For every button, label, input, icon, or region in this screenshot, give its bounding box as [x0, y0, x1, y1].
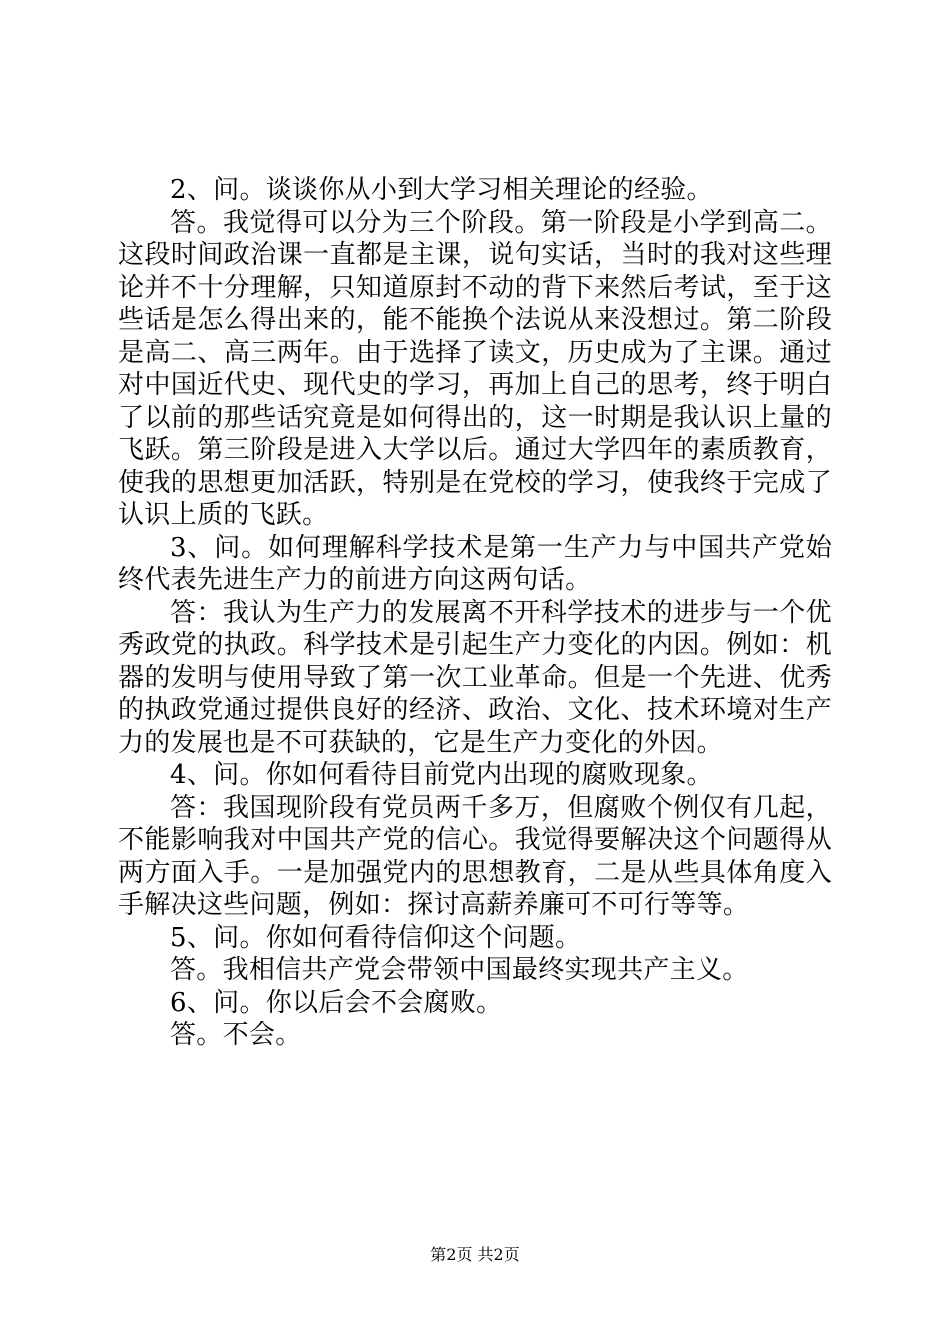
question-3: 3、问。如何理解科学技术是第一生产力与中国共产党始终代表先进生产力的前进方向这两句话。 [118, 532, 832, 595]
page-footer: 第2页 共2页 [430, 1245, 520, 1264]
question-4: 4、问。你如何看待目前党内出现的腐败现象。 [170, 760, 713, 790]
answer-4: 答：我国现阶段有党员两千多万，但腐败个例仅有几起，不能影响我对中国共产党的信心。我觉得要解决这个问题得从两方面入手。一是加强党内的思想教育，二是从些具体角度入手解决这些问题，例如：探讨高薪养廉可不可行等等。 [118, 792, 832, 920]
answer-6: 答。不会。 [170, 1020, 302, 1050]
question-6: 6、问。你以后会不会腐败。 [170, 987, 503, 1018]
document-body [118, 174, 832, 1052]
answer-3: 答：我认为生产力的发展离不开科学技术的进步与一个优秀政党的执政。科学技术是引起生产力变化的内因。例如：机器的发明与使用导致了第一次工业革命。但是一个先进、优秀的执政党通过提供良好的经济、政治、文化、技术环境对生产力的发展也是不可获缺的，它是生产力变化的外因。 [118, 597, 832, 758]
question-5: 5、问。你如何看待信仰这个问题。 [170, 922, 582, 953]
answer-5: 答。我相信共产党会带领中国最终实现共产主义。 [170, 955, 749, 985]
question-2: 2、问。谈谈你从小到大学习相关理论的经验。 [170, 175, 713, 205]
answer-2: 答。我觉得可以分为三个阶段。第一阶段是小学到高二。这段时间政治课一直都是主课，说句实话，当时的我对这些理论并不十分理解，只知道原封不动的背下来然后考试，至于这些话是怎么得出来的，能不能换个法说从来没想过。第二阶段是高二、高三两年。由于选择了读文，历史成为了主课。通过对中国近代史、现代史的学习，再加上自己的思考，终于明白了以前的那些话究竟是如何得出的，这一时期是我认识上量的飞跃。第三阶段是进入大学以后。通过大学四年的素质教育，使我的思想更加活跃，特别是在党校的学习，使我终于完成了认识上质的飞跃。 [118, 207, 832, 530]
